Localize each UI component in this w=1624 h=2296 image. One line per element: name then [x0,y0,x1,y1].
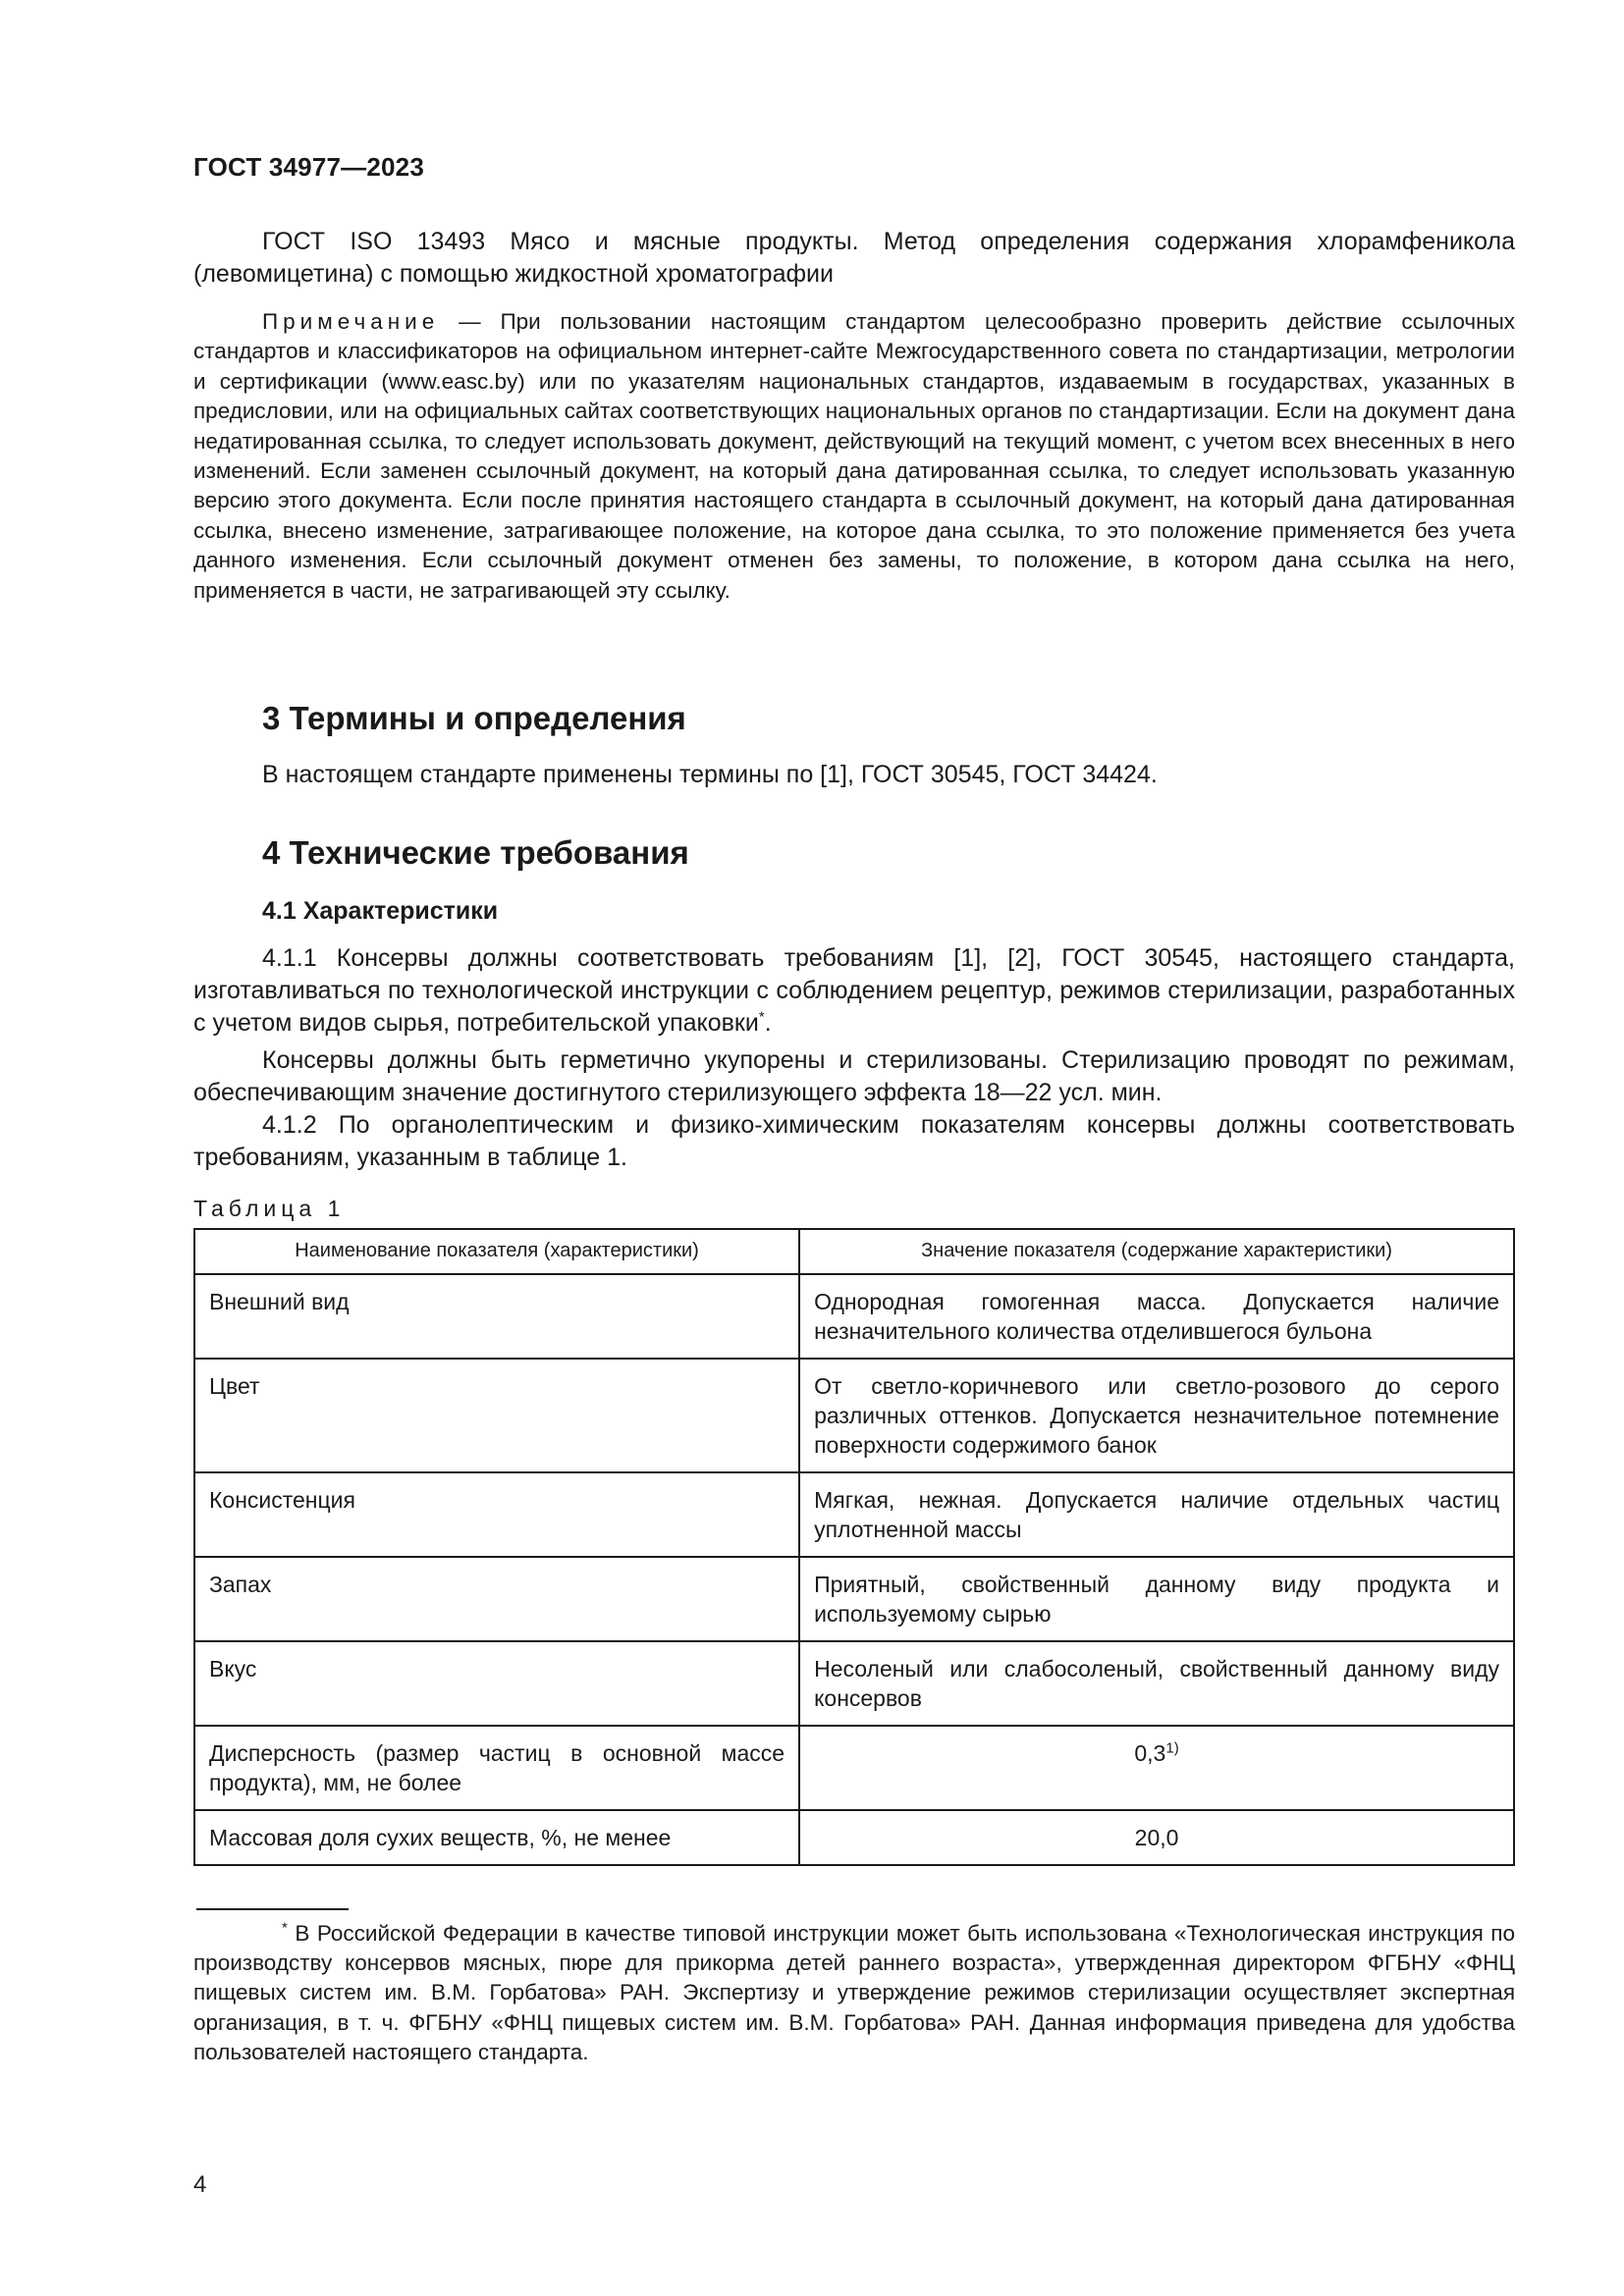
indicator-name: Дисперсность (размер частиц в основной массе продукта), мм, не более [194,1726,799,1810]
indicator-name: Массовая доля сухих веществ, %, не менее [194,1810,799,1865]
footnote-text: В Российской Федерации в качестве типовой инструкции может быть использована «Технологическая инструкция по производству консервов мясных, пюре для прикорма детей раннего возраста», утвержденная директором ФГБНУ «ФНЦ пищевых систем им. В.М. Горбатова» РАН. Экспертизу и утверждение режимов стерилизации осуществляет экспертная организация, в т. ч. ФГБНУ «ФНЦ пищевых систем им. В.М. Горбатова» РАН. Данная информация приведена для удобства пользователей настоящего стандарта. [193,1921,1515,2064]
table-row [194,1726,1514,1810]
section-3-title: 3 Термины и определения [262,700,686,736]
section-4-1-title: 4.1 Характеристики [262,897,499,925]
paragraph-4-1-1-end: . [764,1009,772,1037]
indicator-value: От светло-коричневого или светло-розового до серого различных оттенков. Допускается незначительное потемнение поверхности содержимого банок [799,1359,1514,1472]
indicator-name: Вкус [194,1641,799,1726]
table-header-name: Наименование показателя (характеристики) [194,1229,799,1274]
table-row [194,1641,1514,1726]
section-3-text: В настоящем стандарте применены термины по [1], ГОСТ 30545, ГОСТ 34424. [262,761,1158,788]
reference-note [193,307,1515,606]
note-label: Примечание [262,309,440,334]
paragraph-4-1-1 [193,942,1515,1040]
table-row [194,1472,1514,1557]
table-row [194,1557,1514,1641]
footnote [193,1919,1515,2067]
indicator-value: 20,0 [799,1810,1514,1865]
indicator-value: Мягкая, нежная. Допускается наличие отдельных частиц уплотненной массы [799,1472,1514,1557]
table-row [194,1274,1514,1359]
table-header-row [194,1229,1514,1274]
table-caption: Таблица 1 [193,1196,346,1221]
reference-gost-iso-13493: ГОСТ ISO 13493 Мясо и мясные продукты. Метод определения содержания хлорамфеникола (левомицетина) с помощью жидкостной хроматографии [193,228,1515,288]
table-row [194,1810,1514,1865]
indicator-value: Несоленый или слабосоленый, свойственный данному виду консервов [799,1641,1514,1726]
footnote-mark: * [282,1919,288,1937]
table-row [194,1359,1514,1472]
footnote-mark: * [758,1008,765,1026]
paragraph-4-1-1-text: 4.1.1 Консервы должны соответствовать требованиям [1], [2], ГОСТ 30545, настоящего стандарта, изготавливаться по технологической инструкции с соблюдением рецептур, режимов стерилизации, разработанных с учетом видов сырья, потребительской упаковки [193,944,1515,1037]
indicator-name: Внешний вид [194,1274,799,1359]
indicator-value [799,1726,1514,1810]
table-1 [193,1228,1515,1866]
indicator-value: Приятный, свойственный данному виду продукта и используемому сырью [799,1557,1514,1641]
note-text: — При пользовании настоящим стандартом целесообразно проверить действие ссылочных стандартов и классификаторов на официальном интернет-сайте Межгосударственного совета по стандартизации, метрологии и сертификации (www.easc.by) или по указателям национальных стандартов, издаваемым в государствах, указанных в предисловии, или на официальных сайтах соответствующих национальных органов по стандартизации. Если на документ дана недатированная ссылка, то следует использовать документ, действующий на текущий момент, с учетом всех внесенных в него изменений. Если заменен ссылочный документ, на который дана датированная ссылка, то следует использовать указанную версию этого документа. Если после принятия настоящего стандарта в ссылочный документ, на который дана датированная ссылка, внесено изменение, затрагивающее положение, на которое дана ссылка, то это положение применяется без учета данного изменения. Если ссылочный документ отменен без замены, то положение, в котором дана ссылка на него, применяется в части, не затрагивающей эту ссылку. [193,309,1515,603]
paragraph-sterilization: Консервы должны быть герметично укупорены и стерилизованы. Стерилизацию проводят по режимам, обеспечивающим значение достигнутого стерилизующего эффекта 18—22 усл. мин. [193,1046,1515,1106]
table-footnote-mark: 1) [1165,1739,1179,1757]
indicator-name: Запах [194,1557,799,1641]
footnote-divider [196,1908,349,1910]
page-number: 4 [193,2171,207,2198]
section-4-title: 4 Технические требования [262,834,689,871]
dispersity-value: 0,3 [1134,1740,1166,1766]
indicator-name: Цвет [194,1359,799,1472]
indicator-value: Однородная гомогенная масса. Допускается наличие незначительного количества отделившегося бульона [799,1274,1514,1359]
table-header-value: Значение показателя (содержание характеристики) [799,1229,1514,1274]
document-header: ГОСТ 34977—2023 [193,152,424,182]
indicator-name: Консистенция [194,1472,799,1557]
paragraph-4-1-2: 4.1.2 По органолептическим и физико-химическим показателям консервы должны соответствовать требованиям, указанным в таблице 1. [193,1111,1515,1171]
